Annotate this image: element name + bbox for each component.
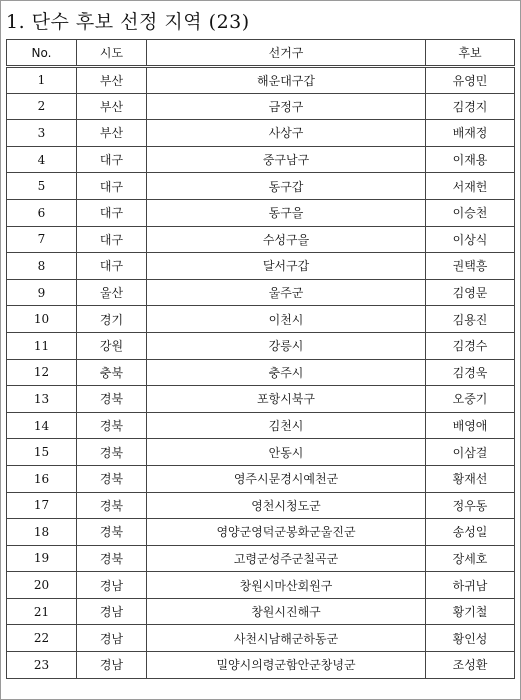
table-row [7,412,515,439]
cell-candidate: 김경지 [426,93,515,120]
cell-district: 동구갑 [147,173,426,200]
table-row [7,67,515,94]
cell-candidate: 배재정 [426,120,515,147]
cell-district: 동구을 [147,199,426,226]
cell-no: 22 [7,625,77,652]
cell-district: 울주군 [147,279,426,306]
cell-district: 강릉시 [147,332,426,359]
cell-sido: 대구 [77,253,147,280]
cell-sido: 부산 [77,67,147,94]
cell-district: 영양군영덕군봉화군울진군 [147,519,426,546]
cell-sido: 경북 [77,439,147,466]
table-row [7,226,515,253]
cell-no: 13 [7,386,77,413]
table-row [7,492,515,519]
cell-district: 수성구을 [147,226,426,253]
header-sido: 시도 [77,40,147,67]
cell-no: 8 [7,253,77,280]
cell-district: 영천시청도군 [147,492,426,519]
table-row [7,545,515,572]
cell-no: 4 [7,146,77,173]
cell-sido: 경남 [77,652,147,679]
cell-district: 달서구갑 [147,253,426,280]
table-row [7,306,515,333]
cell-candidate: 장세호 [426,545,515,572]
cell-candidate: 김경욱 [426,359,515,386]
cell-district: 포항시북구 [147,386,426,413]
table-row [7,625,515,652]
cell-candidate: 김용진 [426,306,515,333]
table-row [7,359,515,386]
cell-sido: 경북 [77,519,147,546]
table-row [7,253,515,280]
cell-candidate: 이재용 [426,146,515,173]
cell-candidate: 김경수 [426,332,515,359]
page-title: 1. 단수 후보 선정 지역 (23) [6,11,250,33]
cell-sido: 경북 [77,465,147,492]
cell-sido: 경북 [77,412,147,439]
table-row [7,652,515,679]
table-row [7,173,515,200]
cell-no: 14 [7,412,77,439]
cell-candidate: 황재선 [426,465,515,492]
cell-no: 20 [7,572,77,599]
cell-candidate: 김영문 [426,279,515,306]
table-row [7,386,515,413]
cell-district: 고령군성주군칠곡군 [147,545,426,572]
table-body [7,67,515,679]
cell-no: 21 [7,598,77,625]
cell-district: 안동시 [147,439,426,466]
cell-candidate: 유영민 [426,67,515,94]
cell-candidate: 정우동 [426,492,515,519]
cell-candidate: 서재헌 [426,173,515,200]
cell-no: 1 [7,67,77,94]
table-row [7,572,515,599]
cell-sido: 부산 [77,93,147,120]
table-row [7,146,515,173]
cell-no: 10 [7,306,77,333]
table-row [7,120,515,147]
cell-sido: 경남 [77,572,147,599]
cell-candidate: 이상식 [426,226,515,253]
cell-no: 23 [7,652,77,679]
cell-sido: 울산 [77,279,147,306]
candidate-table [6,39,515,679]
cell-no: 6 [7,199,77,226]
cell-sido: 대구 [77,226,147,253]
cell-district: 해운대구갑 [147,67,426,94]
table-row [7,465,515,492]
cell-no: 19 [7,545,77,572]
cell-sido: 부산 [77,120,147,147]
cell-no: 5 [7,173,77,200]
cell-district: 사상구 [147,120,426,147]
cell-candidate: 송성일 [426,519,515,546]
cell-sido: 강원 [77,332,147,359]
cell-no: 2 [7,93,77,120]
cell-district: 김천시 [147,412,426,439]
header-district: 선거구 [147,40,426,67]
cell-candidate: 조성환 [426,652,515,679]
cell-sido: 경북 [77,492,147,519]
cell-sido: 경남 [77,598,147,625]
table-row [7,598,515,625]
cell-no: 3 [7,120,77,147]
cell-candidate: 이삼걸 [426,439,515,466]
cell-candidate: 오중기 [426,386,515,413]
cell-no: 12 [7,359,77,386]
cell-district: 중구남구 [147,146,426,173]
cell-no: 15 [7,439,77,466]
cell-district: 영주시문경시예천군 [147,465,426,492]
table-row [7,93,515,120]
cell-no: 11 [7,332,77,359]
cell-district: 창원시마산회원구 [147,572,426,599]
header-no: No. [7,40,77,67]
cell-sido: 경북 [77,545,147,572]
cell-no: 7 [7,226,77,253]
cell-district: 사천시남해군하동군 [147,625,426,652]
cell-sido: 경기 [77,306,147,333]
cell-sido: 대구 [77,199,147,226]
cell-no: 16 [7,465,77,492]
table-row [7,439,515,466]
cell-district: 충주시 [147,359,426,386]
cell-candidate: 이승천 [426,199,515,226]
cell-candidate: 하귀남 [426,572,515,599]
cell-no: 9 [7,279,77,306]
cell-district: 금정구 [147,93,426,120]
cell-sido: 대구 [77,173,147,200]
header-candidate: 후보 [426,40,515,67]
cell-no: 18 [7,519,77,546]
table-row [7,519,515,546]
cell-district: 창원시진해구 [147,598,426,625]
table-header-row [7,40,515,67]
cell-candidate: 배영애 [426,412,515,439]
table-row [7,279,515,306]
cell-district: 밀양시의령군함안군창녕군 [147,652,426,679]
table-row [7,199,515,226]
cell-candidate: 황기철 [426,598,515,625]
table-row [7,332,515,359]
cell-sido: 경남 [77,625,147,652]
cell-no: 17 [7,492,77,519]
cell-candidate: 권택흥 [426,253,515,280]
cell-sido: 경북 [77,386,147,413]
cell-sido: 대구 [77,146,147,173]
cell-district: 이천시 [147,306,426,333]
cell-sido: 충북 [77,359,147,386]
cell-candidate: 황인성 [426,625,515,652]
